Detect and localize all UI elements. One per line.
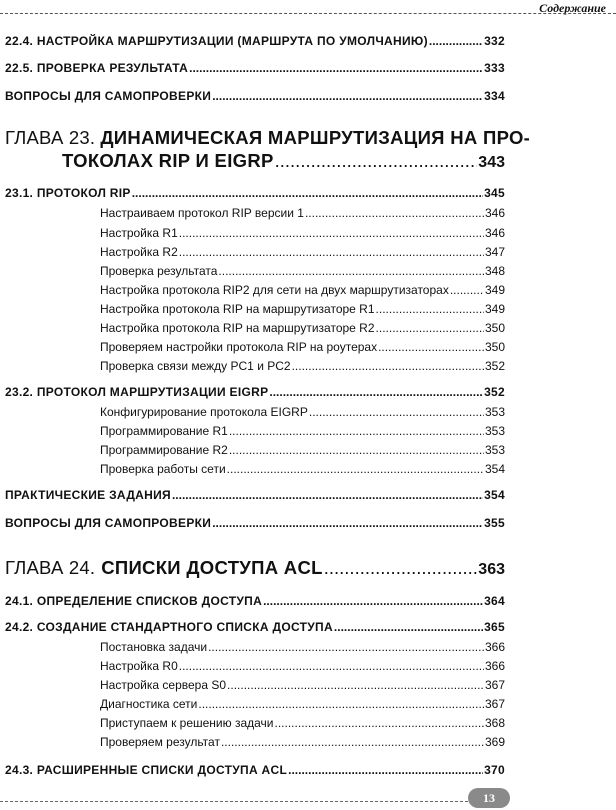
dot-leader	[179, 226, 484, 240]
toc-subentry[interactable]: Настройка R2 ..... 347	[100, 245, 505, 259]
page-ref: 366	[484, 640, 505, 654]
dot-leader	[172, 488, 483, 502]
toc-subentry[interactable]: Проверка связи между PC1 и PC2 ..... 352	[100, 359, 505, 373]
dot-leader	[309, 405, 484, 419]
page-ref: 352	[484, 385, 505, 399]
chapter-prefix: ГЛАВА 23.	[5, 127, 96, 148]
toc-subentry[interactable]: Диагностика сети ..... 367	[100, 697, 505, 711]
page-ref: 354	[484, 462, 505, 476]
toc-subentry[interactable]: Проверяем настройки протокола RIP на роутерах ..... 350	[100, 340, 505, 354]
toc-section-entry[interactable]: 24.3. РАСШИРЕННЫЕ СПИСКИ ДОСТУПА ACL ..... 370	[5, 763, 505, 777]
page-ref: 367	[484, 678, 505, 692]
page-ref: 347	[484, 245, 505, 259]
dot-leader	[227, 462, 484, 476]
dot-leader	[429, 34, 483, 48]
dot-leader	[376, 302, 484, 316]
dot-leader	[227, 678, 484, 692]
page-ref: 345	[484, 186, 505, 200]
dot-leader	[275, 716, 484, 730]
toc-subentry[interactable]: Программирование R1 ..... 353	[100, 424, 505, 438]
page-ref: 353	[484, 443, 505, 457]
dot-leader	[334, 620, 483, 634]
page-ref: 346	[484, 226, 505, 240]
dot-leader	[376, 321, 484, 335]
footer-divider	[0, 801, 468, 802]
toc-section-entry[interactable]: 23.1. ПРОТОКОЛ RIP ..... 345	[5, 186, 505, 200]
toc-subentry[interactable]: Проверяем результат ..... 369	[100, 735, 505, 749]
chapter-24-heading[interactable]	[5, 557, 505, 579]
dot-leader	[450, 283, 484, 297]
page-ref: 332	[484, 34, 505, 48]
page-ref: 353	[484, 405, 505, 419]
toc-subentry[interactable]: Настройка протокола RIP на маршрутизаторе R1 ..... 349	[100, 302, 505, 316]
page-ref: 333	[484, 61, 505, 75]
toc-section-entry[interactable]: 24.2. СОЗДАНИЕ СТАНДАРТНОГО СПИСКА ДОСТУПА ..... 365	[5, 620, 505, 634]
toc-section-entry[interactable]: ВОПРОСЫ ДЛЯ САМОПРОВЕРКИ ..... 355	[5, 516, 505, 530]
dot-leader	[179, 245, 484, 259]
dot-leader	[198, 697, 484, 711]
toc-section-entry[interactable]: 22.4. НАСТРОЙКА МАРШРУТИЗАЦИИ (МАРШРУТА ПО УМОЛЧАНИЮ) ..... 332	[5, 34, 505, 48]
toc-subentry[interactable]: Проверка работы сети ..... 354	[100, 462, 505, 476]
page-ref: 353	[484, 424, 505, 438]
dot-leader	[324, 557, 478, 579]
toc-section-entry[interactable]: ВОПРОСЫ ДЛЯ САМОПРОВЕРКИ ..... 334	[5, 89, 505, 103]
toc-subentry[interactable]: Программирование R2 ..... 353	[100, 443, 505, 457]
toc-subentry[interactable]: Проверка результата ..... 348	[100, 264, 505, 278]
chapter-prefix: ГЛАВА 24.	[5, 557, 96, 578]
dot-leader	[263, 594, 483, 608]
dot-leader	[275, 150, 478, 172]
dot-leader	[208, 640, 484, 654]
page-ref: 350	[484, 340, 505, 354]
dot-leader	[288, 763, 483, 777]
dot-leader	[212, 89, 483, 103]
toc-section-entry[interactable]: ПРАКТИЧЕСКИЕ ЗАДАНИЯ ..... 354	[5, 488, 505, 502]
toc-subentry[interactable]: Настройка сервера S0 ..... 367	[100, 678, 505, 692]
page-ref: 346	[484, 206, 505, 220]
running-header-title: Содержание	[539, 1, 606, 15]
toc-subentry[interactable]: Настройка R1 ..... 346	[100, 226, 505, 240]
page-ref: 350	[484, 321, 505, 335]
page-ref: 367	[484, 697, 505, 711]
page-ref: 354	[484, 488, 505, 502]
dot-leader	[229, 443, 484, 457]
toc-section-entry[interactable]: 23.2. ПРОТОКОЛ МАРШРУТИЗАЦИИ EIGRP ..... 352	[5, 385, 505, 399]
toc-subentry[interactable]: Настройка протокола RIP на маршрутизаторе R2 ..... 350	[100, 321, 505, 335]
page-ref: 349	[484, 302, 505, 316]
page-number-badge: 13	[468, 788, 510, 808]
page-ref: 334	[484, 89, 505, 103]
toc-subentry[interactable]: Приступаем к решению задачи ..... 368	[100, 716, 505, 730]
dot-leader	[212, 516, 483, 530]
header-divider	[0, 13, 616, 14]
toc-section-entry[interactable]: 24.1. ОПРЕДЕЛЕНИЕ СПИСКОВ ДОСТУПА ..... 364	[5, 594, 505, 608]
page-ref: 365	[484, 620, 505, 634]
toc-subentry[interactable]: Постановка задачи ..... 366	[100, 640, 505, 654]
toc-subentry[interactable]: Настройка протокола RIP2 для сети на двух маршрутизаторах ..... 349	[100, 283, 505, 297]
toc-section-entry[interactable]: 22.5. ПРОВЕРКА РЕЗУЛЬТАТА ..... 333	[5, 61, 505, 75]
chapter-title: ДИНАМИЧЕСКАЯ МАРШРУТИЗАЦИЯ НА ПРО-	[100, 127, 531, 148]
dot-leader	[189, 61, 483, 75]
page-ref: 368	[484, 716, 505, 730]
page-ref: 369	[484, 735, 505, 749]
chapter-title: ТОКОЛАХ RIP И EIGRP	[62, 150, 274, 171]
dot-leader	[305, 206, 484, 220]
dot-leader	[221, 735, 484, 749]
page-ref: 366	[484, 659, 505, 673]
dot-leader	[378, 340, 484, 354]
page-ref: 352	[484, 359, 505, 373]
page-ref: 349	[484, 283, 505, 297]
dot-leader	[229, 424, 484, 438]
toc-subentry[interactable]: Настраиваем протокол RIP версии 1 ..... 346	[100, 206, 505, 220]
dot-leader	[269, 385, 483, 399]
page-header	[0, 0, 616, 14]
dot-leader	[132, 186, 483, 200]
page-ref: 348	[484, 264, 505, 278]
dot-leader	[218, 264, 484, 278]
chapter-title: СПИСКИ ДОСТУПА ACL	[101, 557, 323, 578]
page-ref: 370	[484, 763, 505, 777]
dot-leader	[292, 359, 484, 373]
page-ref: 343	[478, 154, 505, 171]
page-ref: 363	[478, 561, 505, 578]
toc-subentry[interactable]: Настройка R0 ..... 366	[100, 659, 505, 673]
chapter-23-heading[interactable]	[5, 127, 530, 149]
page-ref: 364	[484, 594, 505, 608]
chapter-23-heading-continued[interactable]	[62, 150, 505, 172]
page-ref: 355	[484, 516, 505, 530]
toc-subentry[interactable]: Конфигурирование протокола EIGRP ..... 353	[100, 405, 505, 419]
dot-leader	[179, 659, 484, 673]
